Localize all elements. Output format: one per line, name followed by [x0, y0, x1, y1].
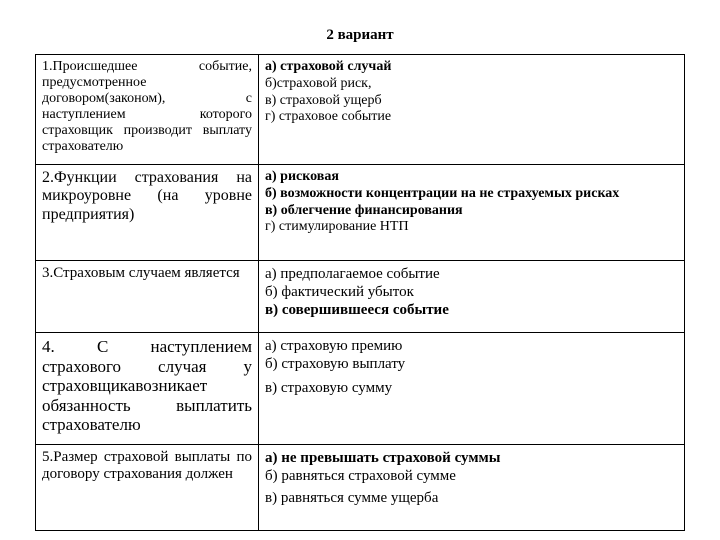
question-row	[36, 55, 685, 165]
answer-option: б) страховую выплату	[265, 356, 406, 372]
question-cell: 2.Функции страхования на микроуровне (на уровне предприятия)	[36, 165, 259, 261]
page-title: 2 вариант	[326, 27, 394, 43]
answer-option: а) страховую премию	[265, 338, 403, 354]
answer-option: а) рисковая	[265, 169, 339, 184]
question-row	[36, 261, 685, 333]
answer-option: в) страховой ущерб	[265, 92, 382, 108]
answers-cell	[259, 165, 685, 261]
answer-option: б) равняться страховой сумме	[265, 468, 456, 484]
answer-option: в) совершившееся событие	[265, 302, 449, 318]
answer-option: в) равняться сумме ущерба	[265, 490, 439, 506]
answers-cell	[259, 261, 685, 333]
answer-option: в) облегчение финансирования	[265, 202, 463, 218]
answer-option: а) не превышать страховой суммы	[265, 450, 501, 466]
answers-cell	[259, 55, 685, 165]
test-table	[35, 54, 685, 531]
question-cell: 5.Размер страховой выплаты по договору страхования должен	[36, 445, 259, 531]
question-row	[36, 333, 685, 445]
answer-option: г) страховое событие	[265, 109, 392, 125]
answer-option: б) фактический убыток	[265, 284, 414, 300]
question-cell: 1.Происшедшее событие, предусмотренное договором(законом), с наступлением которого страховщик производит выплату страхователю	[36, 55, 259, 165]
answer-option: а) страховой случай	[265, 59, 392, 74]
answers-cell	[259, 333, 685, 445]
question-cell: 4. С наступлением страхового случая у страховщикавозникает обязанность выплатить страхователю	[36, 333, 259, 445]
answer-option: в) страховую сумму	[265, 380, 393, 396]
question-cell: 3.Страховым случаем является	[36, 261, 259, 333]
answer-option: г) стимулирование НТП	[265, 219, 409, 235]
question-row	[36, 445, 685, 531]
answers-cell	[259, 445, 685, 531]
answer-option: б)страховой риск,	[265, 75, 372, 91]
question-row	[36, 165, 685, 261]
answer-option: б) возможности концентрации на не страхуемых рисках	[265, 185, 620, 201]
answer-option: а) предполагаемое событие	[265, 266, 440, 282]
